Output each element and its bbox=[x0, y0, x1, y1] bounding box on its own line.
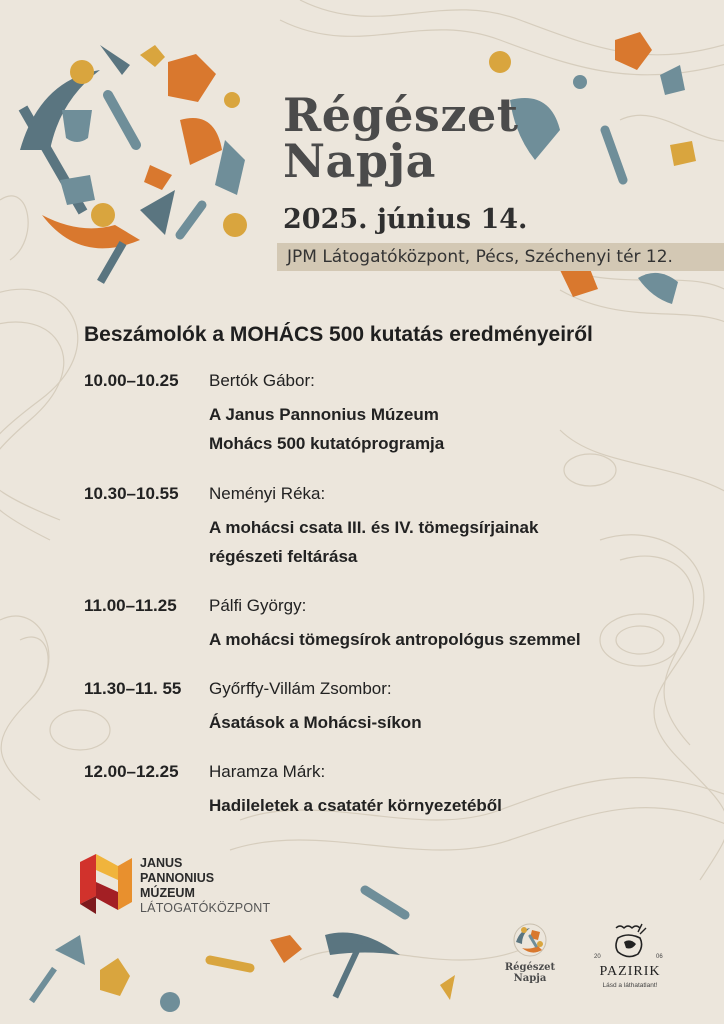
pazirik-year-right: 06 bbox=[656, 954, 663, 960]
jpm-logo-text bbox=[140, 856, 270, 916]
jpm-logo-line: MÚZEUM bbox=[140, 886, 195, 900]
pazirik-logo-tagline: Lásd a láthatatlant! bbox=[602, 982, 658, 989]
talk-title bbox=[209, 513, 538, 571]
talk-title bbox=[209, 625, 581, 654]
talk-speaker: Győrffy-Villám Zsombor: bbox=[209, 679, 392, 698]
jpm-logo-subline: LÁTOGATÓKÖZPONT bbox=[140, 901, 271, 915]
regeszet-napja-logo-icon bbox=[510, 920, 550, 960]
talk-time: 10.30–10.55 bbox=[84, 484, 179, 503]
bone-icon bbox=[108, 95, 136, 145]
talk-title bbox=[209, 400, 444, 458]
program-heading: Beszámolók a MOHÁCS 500 kutatás eredményeiről bbox=[84, 323, 593, 346]
regeszet-napja-logo-line: Napja bbox=[513, 973, 547, 984]
jpm-logo-line: PANNONIUS bbox=[140, 871, 215, 885]
pazirik-logo-icon bbox=[610, 922, 650, 966]
trowel-icon bbox=[140, 190, 175, 235]
pazirik-logo-name: PAZIRIK bbox=[599, 964, 661, 979]
regeszet-napja-logo-line: Régészet bbox=[504, 962, 556, 973]
talk-time: 11.00–11.25 bbox=[84, 596, 177, 615]
talk-title-line: régészeti feltárása bbox=[209, 547, 358, 566]
talk-speaker: Pálfi György: bbox=[209, 596, 307, 615]
talk-title bbox=[209, 791, 502, 820]
talk-title-line: A Janus Pannonius Múzeum bbox=[209, 405, 439, 424]
event-title bbox=[283, 88, 519, 188]
talk-title-line: A mohácsi csata III. és IV. tömegsírjainak bbox=[209, 518, 539, 537]
talk-title bbox=[209, 708, 422, 737]
talk-speaker: Neményi Réka: bbox=[209, 484, 326, 503]
regeszet-napja-logo-text bbox=[500, 962, 560, 984]
talk-title-line: Hadileletek a csatatér környezetéből bbox=[209, 796, 502, 815]
talk-time: 10.00–10.25 bbox=[84, 371, 179, 390]
artifacts-cluster-top-left bbox=[0, 0, 290, 300]
jpm-logo-line: JANUS bbox=[140, 856, 183, 870]
event-title-line1: Régészet bbox=[283, 88, 519, 142]
talk-title-line: A mohácsi tömegsírok antropológus szemmel bbox=[209, 630, 581, 649]
talk-speaker: Haramza Márk: bbox=[209, 762, 326, 781]
talk-time: 12.00–12.25 bbox=[84, 762, 179, 781]
talk-title-line: Mohács 500 kutatóprogramja bbox=[209, 434, 445, 453]
event-title-line2: Napja bbox=[283, 134, 436, 188]
jpm-logo-icon bbox=[80, 852, 134, 916]
talk-title-line: Ásatások a Mohácsi-síkon bbox=[209, 713, 422, 732]
talk-time: 11.30–11. 55 bbox=[84, 679, 182, 698]
pazirik-year-left: 20 bbox=[594, 954, 601, 960]
pottery-shard-icon bbox=[180, 118, 222, 165]
event-venue bbox=[277, 243, 724, 271]
event-venue-text: JPM Látogatóközpont, Pécs, Széchenyi tér 12. bbox=[287, 247, 673, 267]
coin-icon bbox=[70, 60, 94, 84]
jug-icon bbox=[62, 110, 92, 142]
talk-speaker: Bertók Gábor: bbox=[209, 371, 315, 390]
event-date: 2025. június 14. bbox=[283, 204, 528, 235]
bowl-shard-icon bbox=[42, 215, 140, 248]
